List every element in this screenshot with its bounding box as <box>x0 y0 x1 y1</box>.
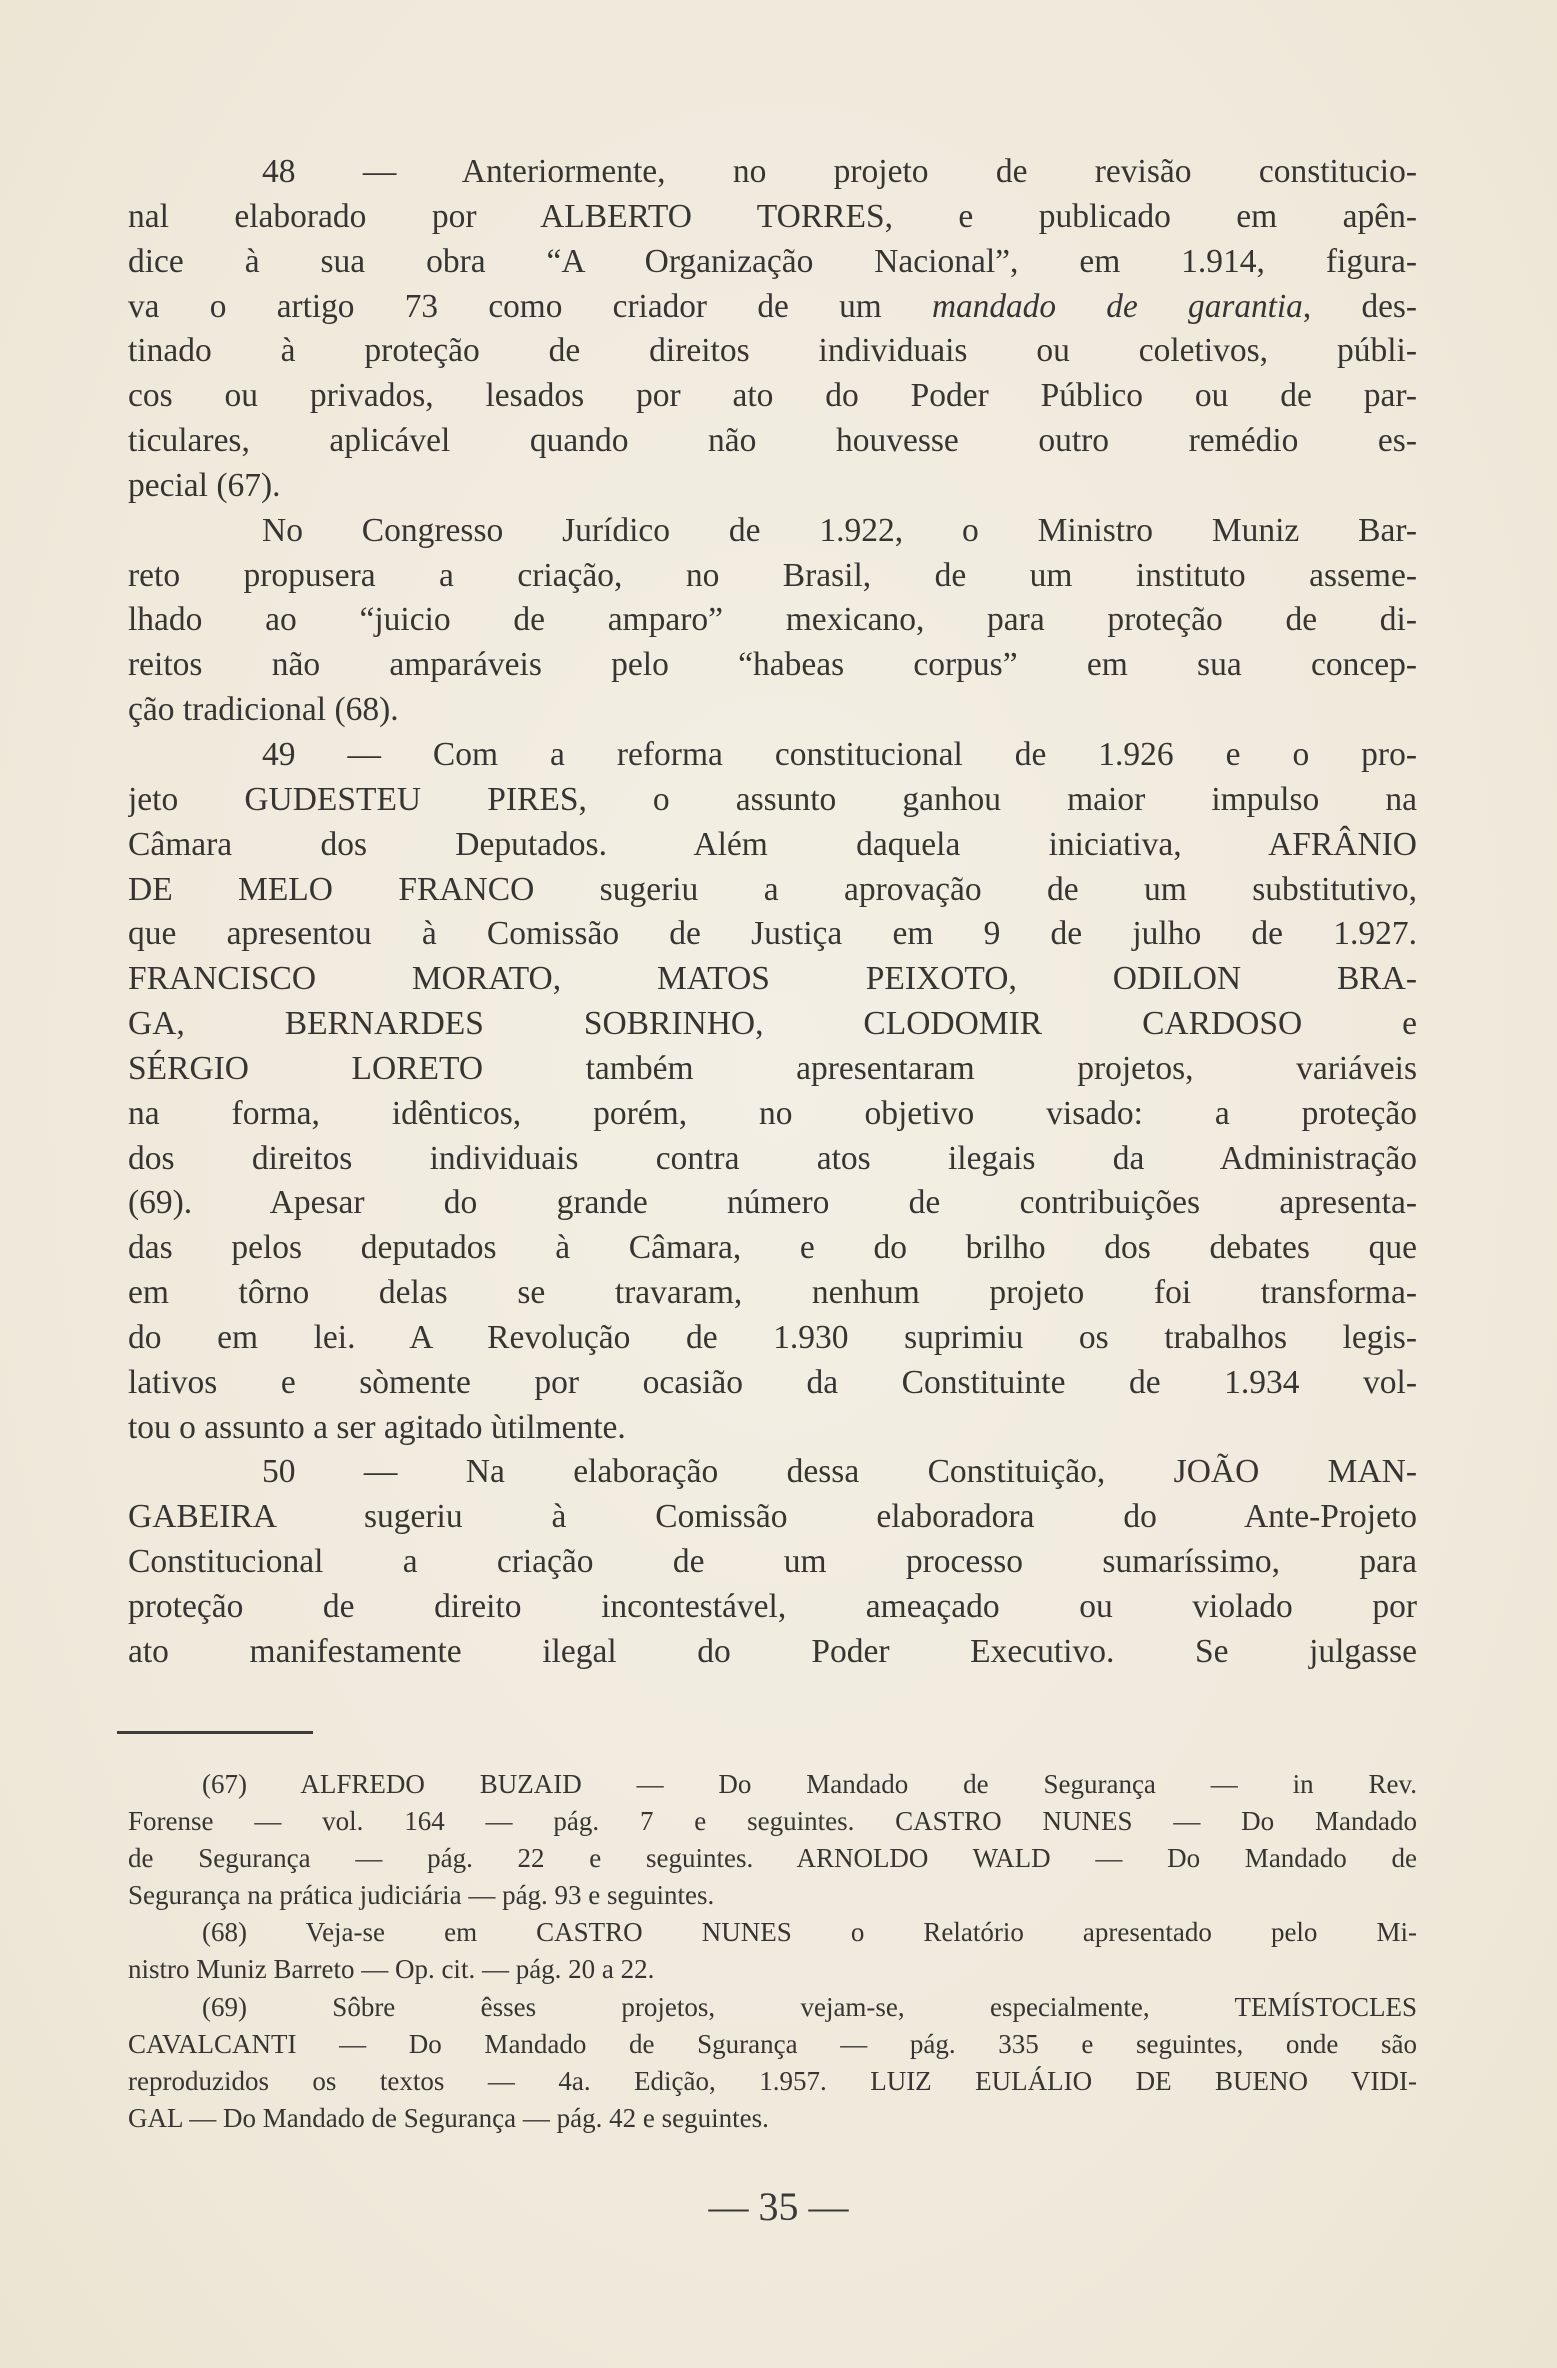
text-span: , des- <box>1302 287 1417 325</box>
footnote-69 <box>128 1989 1417 2137</box>
footnote-line: GAL — Do Mandado de Segurança — pág. 42 e seguintes. <box>128 2102 769 2133</box>
text-line: 48 — Anteriormente, no projeto de revisão constitucio- <box>262 153 1417 190</box>
footnote-line: (69) Sôbre êsses projetos, vejam-se, especialmente, TEMÍSTOCLES <box>202 1991 1417 2022</box>
text-line: DE MELO FRANCO sugeriu a aprovação de um substitutivo, <box>128 870 1417 908</box>
footnote-line: reproduzidos os textos — 4a. Edição, 1.957. LUIZ EULÁLIO DE BUENO VIDI- <box>128 2065 1417 2096</box>
text-line: GA, BERNARDES SOBRINHO, CLODOMIR CARDOSO e <box>128 1005 1417 1043</box>
text-line: ato manifestamente ilegal do Poder Executivo. Se julgasse <box>128 1632 1417 1670</box>
paragraph-48 <box>128 150 1417 509</box>
page-number: — 35 — <box>708 2184 849 2229</box>
text-span: va o artigo 73 como criador de um <box>128 287 932 325</box>
text-line: Constitucional a criação de um processo sumaríssimo, para <box>128 1543 1417 1581</box>
text-line: lhado ao “juicio de amparo” mexicano, para proteção de di- <box>128 601 1417 639</box>
text-line: na forma, idênticos, porém, no objetivo visado: a proteção <box>128 1094 1417 1132</box>
text-line: nal elaborado por ALBERTO TORRES, e publicado em apên- <box>128 197 1417 235</box>
paragraph-50 <box>128 1450 1417 1674</box>
text-line: proteção de direito incontestável, ameaçado ou violado por <box>128 1588 1417 1625</box>
text-line: ção tradicional (68). <box>128 691 399 729</box>
text-line: GABEIRA sugeriu à Comissão elaboradora do Ante-Projeto <box>128 1498 1417 1536</box>
body-text <box>128 150 1417 1675</box>
text-line: lativos e sòmente por ocasião da Constituinte de 1.934 vol- <box>128 1363 1417 1401</box>
text-line: que apresentou à Comissão de Justiça em 9 de julho de 1.927. <box>128 915 1417 953</box>
text-line: cos ou privados, lesados por ato do Poder Público ou de par- <box>128 377 1417 415</box>
text-line: dos direitos individuais contra atos ilegais da Administração <box>128 1139 1417 1177</box>
footnote-line: de Segurança — pág. 22 e seguintes. ARNOLDO WALD — Do Mandado de <box>128 1843 1417 1874</box>
text-line: No Congresso Jurídico de 1.922, o Ministro Muniz Bar- <box>262 511 1417 549</box>
footnotes <box>128 1766 1417 2137</box>
text-line: dice à sua obra “A Organização Nacional”, em 1.914, figura- <box>128 242 1417 280</box>
text-line: em tôrno delas se travaram, nenhum projeto foi transforma- <box>128 1274 1417 1312</box>
text-line: do em lei. A Revolução de 1.930 suprimiu os trabalhos legis- <box>128 1318 1417 1356</box>
footnote-line: nistro Muniz Barreto — Op. cit. — pág. 20 a 22. <box>128 1954 655 1985</box>
footnote-line: (67) ALFREDO BUZAID — Do Mandado de Segurança — in Rev. <box>202 1769 1417 1799</box>
text-line: das pelos deputados à Câmara, e do brilho dos debates que <box>128 1229 1417 1267</box>
text-line: FRANCISCO MORATO, MATOS PEIXOTO, ODILON BRA- <box>128 960 1417 998</box>
paragraph-49 <box>128 733 1417 1451</box>
text-line: ticulares, aplicável quando não houvesse outro remédio es- <box>128 422 1417 460</box>
paragraph-congresso <box>128 509 1417 733</box>
text-line: 49 — Com a reforma constitucional de 1.926 e o pro- <box>262 735 1417 773</box>
footnote-line: (68) Veja-se em CASTRO NUNES o Relatório apresentado pelo Mi- <box>202 1917 1417 1948</box>
text-line: reto propusera a criação, no Brasil, de um instituto asseme- <box>128 556 1417 594</box>
text-line: reitos não amparáveis pelo “habeas corpus” em sua concep- <box>128 646 1417 684</box>
text-line: 50 — Na elaboração dessa Constituição, JOÃO MAN- <box>262 1453 1417 1491</box>
text-line: SÉRGIO LORETO também apresentaram projetos, variáveis <box>128 1049 1417 1087</box>
footnote-67 <box>128 1766 1417 1914</box>
text-line: pecial (67). <box>128 466 281 504</box>
footnote-separator-rule <box>117 1731 313 1734</box>
text-line: Câmara dos Deputados. Além daquela iniciativa, AFRÂNIO <box>128 825 1417 863</box>
footnote-line: Forense — vol. 164 — pág. 7 e seguintes. CASTRO NUNES — Do Mandado <box>128 1806 1417 1837</box>
footnote-line: Segurança na prática judiciária — pág. 93 e seguintes. <box>128 1880 715 1911</box>
footnote-line: CAVALCANTI — Do Mandado de Sgurança — pág. 335 e seguintes, onde são <box>128 2028 1417 2059</box>
text-line: (69). Apesar do grande número de contribuições apresenta- <box>128 1184 1417 1222</box>
text-line: tinado à proteção de direitos individuais ou coletivos, públi- <box>128 332 1417 370</box>
text-line: jeto GUDESTEU PIRES, o assunto ganhou maior impulso na <box>128 780 1417 818</box>
italic-term: mandado de garantia <box>931 287 1303 325</box>
text-line: tou o assunto a ser agitado ùtilmente. <box>128 1408 626 1446</box>
text-line-with-italic <box>128 285 1417 330</box>
footnote-68 <box>128 1914 1417 1988</box>
